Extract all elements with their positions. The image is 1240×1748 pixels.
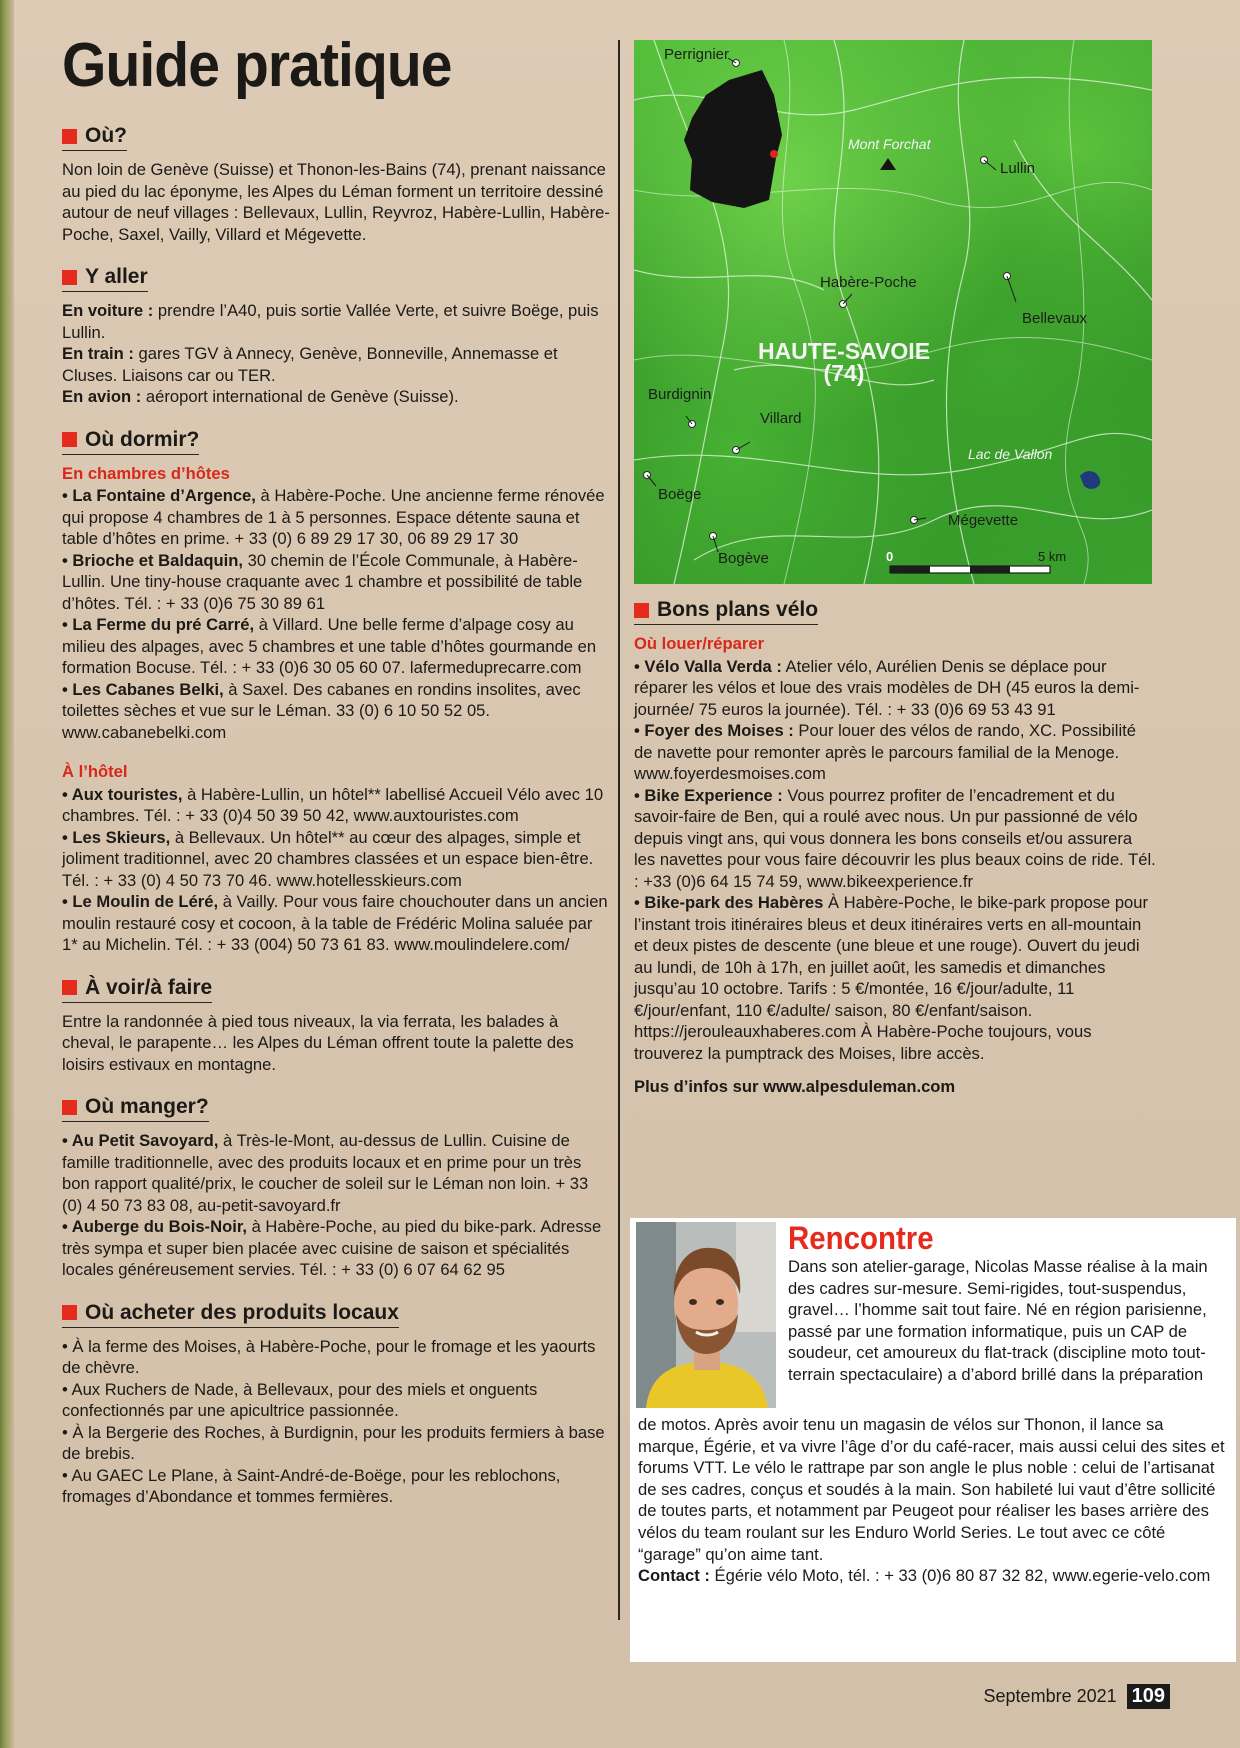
page-footer — [984, 1684, 1170, 1709]
item-text: 30 chemin de l’École Communale, à Habère-Lullin. Une tiny-house craquante avec 1 chambre et possibilité de table d’hôtes. Tél. : + 33 (0)6 75 30 89 61 — [62, 550, 583, 613]
item-label: En avion : — [62, 387, 142, 406]
place-label: Bogève — [718, 550, 769, 567]
item-text: aéroport international de Genève (Suisse). — [141, 387, 459, 406]
list-item — [62, 343, 610, 386]
list-item: • Au GAEC Le Plane, à Saint-André-de-Boëge, pour les reblochons, fromages d’Abondance et tommes fermières. — [62, 1465, 561, 1506]
section-dormir — [62, 428, 610, 956]
item-name: • Vélo Valla Verda : — [634, 656, 782, 676]
red-square-icon — [62, 1305, 77, 1320]
page-number: 109 — [1127, 1684, 1170, 1709]
heading-text: Bons plans vélo — [657, 598, 819, 621]
red-square-icon — [62, 270, 77, 285]
rencontre-contact — [638, 1565, 1228, 1587]
item-label: En voiture : — [62, 301, 154, 320]
list-item — [634, 892, 1156, 1064]
red-square-icon — [62, 1100, 77, 1115]
spacer — [62, 743, 610, 761]
section-heading — [62, 265, 148, 292]
scale-end-label: 5 km — [1038, 549, 1067, 564]
list-item — [62, 784, 610, 827]
right-column — [634, 40, 1156, 1118]
section-y-aller — [62, 265, 610, 408]
section-heading — [634, 598, 818, 625]
item-text: À Habère-Poche, le bike-park propose pour l’instant trois itinéraires bleus et deux itinéraires verts en all-mountain et deux pistes de descente (une bleue et une rouge). Ouvert du jeudi au lundi, de 10h à 17h, en juillet août, les samedis et dimanches jusqu’au 10 octobre. Tarifs : 5 €/montée, 16 €/jour/adulte, 11 €/jour/enfant, 110 €/adulte/ saison, 80 €/enfant/saison. https://jerouleauxhaberes.com À Habère-Poche toujours, vous trouverez la pumptrack des Moises, libre accès. — [634, 893, 1149, 1063]
list-item — [62, 386, 610, 408]
list-item — [62, 485, 610, 550]
item-name: • Brioche et Baldaquin, — [62, 550, 243, 570]
region-name: HAUTE-SAVOIE — [757, 338, 931, 364]
list-item: • À la ferme des Moises, à Habère-Poche, pour le fromage et les yaourts de chèvre. — [62, 1336, 596, 1377]
item-text: à Habère-Poche. Une ancienne ferme rénovée qui propose 4 chambres de 1 à 5 personnes. Espace détente sauna et table d’hôtes en prime. + 33 (0) 6 89 29 17 30, 06 89 29 17 30 — [62, 486, 605, 548]
lac-de-vallon-shape — [1080, 471, 1100, 489]
list-item — [62, 1130, 610, 1216]
list-item — [62, 300, 610, 343]
paragraph: Entre la randonnée à pied tous niveaux, la via ferrata, les balades à cheval, le parapente… les Alpes du Léman offrent toute la palette des loisirs estivaux en montagne. — [62, 1011, 574, 1074]
page-title: Guide pratique — [62, 31, 452, 100]
feature-label: Lac de Vallon — [968, 446, 1053, 462]
section-heading — [62, 976, 212, 1003]
item-name: • La Fontaine d’Argence, — [62, 486, 256, 505]
contact-text: Égérie vélo Moto, tél. : + 33 (0)6 80 87 32 82, www.egerie-velo.com — [709, 1566, 1211, 1586]
place-label: Habère-Poche — [820, 274, 917, 291]
place-label: Bellevaux — [1022, 310, 1088, 327]
item-name: • Aux touristes, — [62, 784, 183, 804]
region-map — [634, 40, 1152, 584]
item-name: • Auberge du Bois-Noir, — [62, 1217, 247, 1236]
place-label: Perrignier — [664, 46, 730, 63]
list-item — [634, 785, 1156, 893]
france-silhouette — [684, 70, 782, 208]
item-name: • Au Petit Savoyard, — [62, 1131, 219, 1150]
section-acheter — [62, 1301, 610, 1508]
section-heading — [62, 1095, 209, 1122]
item-name: • La Ferme du pré Carré, — [62, 615, 255, 634]
item-text: à Saxel. Des cabanes en rondins insolites, avec toilettes sèches et vue sur le Léman. 33 (0) 6 10 50 52 05. www.cabanebelki.com — [62, 679, 581, 742]
list-item — [62, 550, 610, 615]
item-label: En train : — [62, 344, 134, 363]
section-heading — [62, 124, 127, 151]
item-text: à Bellevaux. Un hôtel** au cœur des alpages, simple et joliment traditionnel, avec 20 chambres classées et un espace bien-être. Tél. : + 33 (0) 4 50 73 70 46. www.hotellesskieurs.com — [62, 827, 594, 890]
more-info-line: Plus d’infos sur www.alpesduleman.com — [634, 1077, 956, 1096]
column-divider — [618, 40, 620, 1620]
feature-label: Mont Forchat — [848, 136, 931, 152]
paragraph: Non loin de Genève (Suisse) et Thonon-les-Bains (74), prenant naissance au pied du lac éponyme, les Alpes du Léman forment un territoire dessiné autour de neuf villages : Bellevaux, Lullin, Reyvroz, Habère-Lullin, Habère-Poche, Saxel, Vailly, Villard et Mégevette. — [62, 160, 610, 244]
region-number: (74) — [823, 360, 865, 386]
heading-text: Où manger? — [85, 1095, 209, 1118]
list-item: • À la Bergerie des Roches, à Burdignin, pour les produits fermiers à base de brebis. — [62, 1422, 605, 1463]
item-text: à Vailly. Pour vous faire chouchouter dans un ancien moulin restauré cosy et cocoon, à la table de Frédéric Molina saluée par 1* au Michelin. Tél. : + 33 (004) 50 73 61 83. www.moulindelere.com/ — [62, 892, 608, 954]
list-item — [62, 1216, 610, 1281]
red-square-icon — [62, 432, 77, 447]
heading-text: Où acheter des produits locaux — [85, 1300, 399, 1324]
item-name: • Foyer des Moises : — [634, 721, 794, 740]
page-edge-decoration — [0, 0, 14, 1748]
place-label: Lullin — [1000, 160, 1036, 177]
spacer — [634, 1064, 1156, 1076]
place-label: Villard — [760, 410, 802, 427]
list-item — [62, 891, 610, 956]
heading-text: Où? — [85, 124, 127, 147]
list-item: • Aux Ruchers de Nade, à Bellevaux, pour des miels et onguents confectionnés par une apicultrice passionnée. — [62, 1379, 538, 1420]
rencontre-text-top: Dans son atelier-garage, Nicolas Masse réalise à la main des cadres sur-mesure. Semi-rigides, tout-suspendus, gravel… l’homme sait tout faire. Né en région parisienne, passé par une formation informatique, puis un CAP de soudeur, cet amoureux du flat-track (discipline moto tout-terrain spectaculaire) a d’abord brillé dans la préparation — [788, 1257, 1208, 1384]
item-text: Vous pourrez profiter de l’encadrement et du savoir-faire de Ben, qui a roulé avec nous. Un pur passionné de vélo depuis vingt ans, qui vous donnera les bons conseils et/ou assurera les navettes pour vous faire découvrir les plus beaux coins de ride. Tél. : +33 (0)6 64 15 74 59, www.bikeexperience.fr — [634, 785, 1156, 891]
rencontre-title: Rencontre — [788, 1220, 934, 1256]
red-square-icon — [62, 129, 77, 144]
list-item — [62, 679, 610, 744]
scale-bar — [890, 566, 1050, 573]
section-voir — [62, 976, 610, 1076]
portrait-illustration — [636, 1222, 776, 1408]
heading-text: Y aller — [85, 265, 148, 288]
item-text: à Très-le-Mont, au-dessus de Lullin. Cuisine de famille traditionnelle, avec des produits locaux et en prime pour un très bon rapport qualité/prix, le coucher de soleil sur le Léman non loin. + 33 (0) 4 50 73 83 08, au-petit-savoyard.fr — [62, 1131, 589, 1215]
item-text: à Habère-Lullin, un hôtel** labellisé Accueil Vélo avec 10 chambres. Tél. : + 33 (0)4 50 39 50 42, www.auxtouristes.com — [62, 784, 604, 825]
red-square-icon — [634, 603, 649, 618]
list-item — [62, 827, 610, 892]
item-text: à Villard. Une belle ferme d’alpage cosy au milieu des alpages, avec 5 chambres et une table d’hôtes gourmande en formation Bocuse. Tél. : + 33 (0)6 30 05 60 07. lafermeduprecarre.com — [62, 615, 597, 677]
list-item — [634, 720, 1156, 785]
section-ou — [62, 124, 610, 245]
item-name: • Les Skieurs, — [62, 827, 171, 847]
item-name: • Le Moulin de Léré, — [62, 892, 219, 911]
item-name: • Bike-park des Habères — [634, 893, 824, 912]
section-heading — [62, 428, 199, 455]
region-label — [744, 340, 944, 384]
place-label: Burdignin — [648, 386, 712, 403]
item-text: à Habère-Poche, au pied du bike-park. Adresse très sympa et super bien placée avec cuisine de saison et spécialités locales généreusement servies. Tél. : + 33 (0) 6 07 64 62 95 — [62, 1217, 602, 1279]
red-square-icon — [62, 980, 77, 995]
subheading: Où louer/réparer — [634, 634, 765, 653]
item-text: gares TGV à Annecy, Genève, Bonneville, Annemasse et Cluses. Liaisons car ou TER. — [62, 344, 558, 385]
section-velo — [634, 598, 1156, 1098]
item-text: prendre l’A40, puis sortie Vallée Verte, et suivre Boëge, puis Lullin. — [62, 301, 599, 342]
place-label: Boëge — [658, 486, 702, 503]
rencontre-text-bottom — [638, 1414, 1228, 1587]
item-name: • Bike Experience : — [634, 785, 783, 805]
portrait-photo — [636, 1222, 776, 1408]
heading-text: Où dormir? — [85, 427, 200, 451]
item-text: Pour louer des vélos de rando, XC. Possibilité de navette pour remonter après le parcours familial de la Menoge. www.foyerdesmoises.com — [634, 721, 1137, 783]
list-item — [62, 614, 610, 679]
item-name: • Les Cabanes Belki, — [62, 679, 224, 699]
item-text: Atelier vélo, Aurélien Denis se déplace pour réparer les vélos et loue des vrais modèles de DH (45 euros la demi-journée/ 75 euros la journée). Tél. : + 33 (0)6 69 53 43 91 — [634, 656, 1140, 719]
rencontre-paragraph: de motos. Après avoir tenu un magasin de vélos sur Thonon, il lance sa marque, Égérie, et va vivre l’âge d’or du café-racer, mais aussi celui des sites et forums VTT. Le vélo le rattrape par son angle le plus noble : celui de l’artisanat de ses cadres, conçus et soudés à la main. Son habileté lui vaut d’être sollicité de toutes parts, et notamment par Peugeot pour réaliser les bases arrière des vélos du team roulant sur les Enduro World Series. Le tout avec ce côté “garage” qu’on aime tant. — [638, 1415, 1225, 1564]
contact-label: Contact : — [638, 1566, 710, 1586]
subheading: En chambres d’hôtes — [62, 463, 230, 483]
rencontre-box — [630, 1218, 1236, 1662]
issue-date: Septembre 2021 — [983, 1686, 1117, 1706]
list-item — [634, 656, 1156, 721]
place-label: Mégevette — [948, 512, 1019, 529]
subheading: À l’hôtel — [62, 762, 128, 781]
section-manger — [62, 1095, 610, 1281]
section-heading — [62, 1301, 399, 1328]
scale-start-label: 0 — [886, 549, 894, 564]
left-column — [62, 30, 610, 1528]
heading-text: À voir/à faire — [85, 975, 213, 999]
location-dot — [770, 150, 778, 158]
mont-forchat-triangle — [880, 158, 896, 170]
